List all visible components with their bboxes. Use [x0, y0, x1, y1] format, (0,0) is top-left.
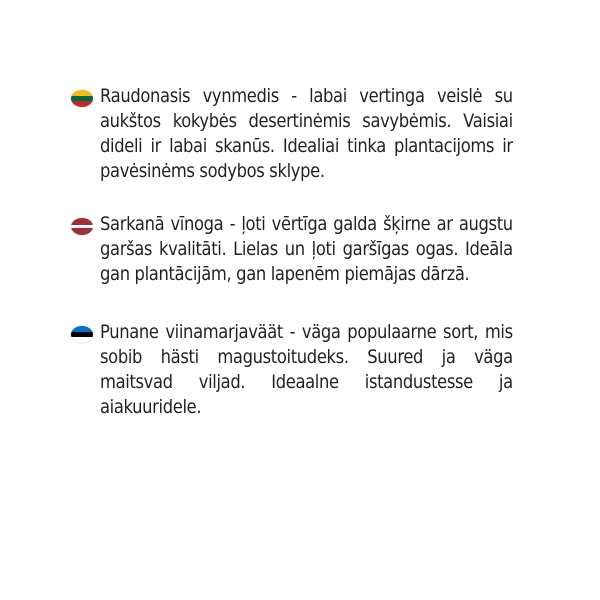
flag-stripe — [71, 337, 93, 343]
flag-stripe — [71, 218, 93, 225]
entry-estonian — [71, 320, 511, 420]
flag-stripe — [71, 228, 93, 235]
description-document — [71, 84, 511, 448]
entry-text: Sarkanā vīnoga - ļoti vērtīga galda šķirne ar augstu garšas kvalitāti. Lielas un ļoti garšīgas ogas. Ideāla gan plantācijām, gan lapenēm piemājas dārzā. — [100, 213, 513, 285]
estonia-flag-icon — [71, 326, 93, 343]
entry-latvian — [71, 212, 511, 287]
entry-text: Punane viinamarjaväät - väga populaarne sort, mis sobib hästi magustoitudeks. Suured ja väga maitsvad viljad. Ideaalne istandustesse ja aiakuuridele. — [100, 321, 513, 418]
flag-stripe — [71, 101, 93, 107]
entry-text: Raudonasis vynmedis - labai vertinga veislė su aukštos kokybės desertinėmis savybėmis. Vaisiai dideli ir labai skanūs. Idealiai tinka plantacijoms ir pavėsinėms sodybos sklype. — [100, 85, 513, 182]
entry-lithuanian — [71, 84, 511, 184]
latvia-flag-icon — [71, 218, 93, 235]
lithuania-flag-icon — [71, 90, 93, 107]
